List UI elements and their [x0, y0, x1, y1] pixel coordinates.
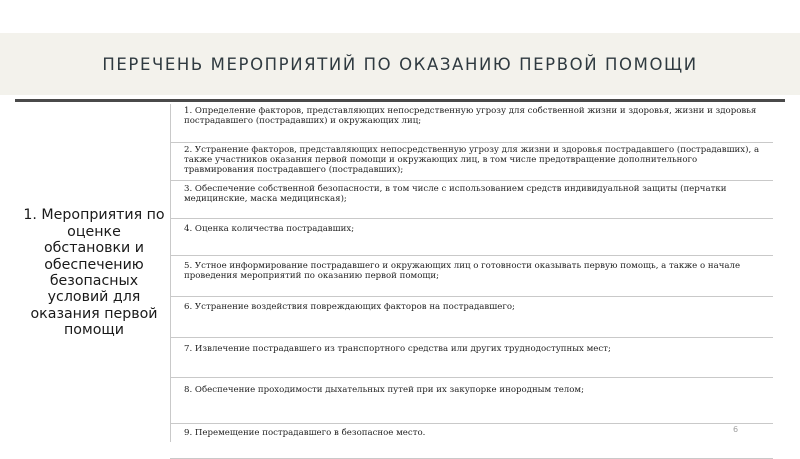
list-item [170, 143, 773, 181]
category-cell [18, 104, 171, 442]
list-item [170, 378, 773, 424]
list-item [170, 219, 773, 256]
list-item-text: 6. Устранение воздействия повреждающих факторов на пострадавшего; [184, 302, 515, 312]
header-divider [15, 99, 785, 102]
list-item-text: 9. Перемещение пострадавшего в безопасное место. [184, 428, 426, 438]
category-label: 1. Мероприятия по оценке обстановки и обеспечению безопасных условий для оказания первой помощи [23, 207, 165, 339]
list-item-text: 3. Обеспечение собственной безопасности, в том числе с использованием средств индивидуальной защиты (перчатки медицинские, маска медицинская); [184, 184, 727, 205]
list-item-text: 7. Извлечение пострадавшего из транспортного средства или других труднодоступных мест; [184, 344, 611, 354]
list-item [170, 181, 773, 219]
list-item [170, 256, 773, 297]
list-item-text: 5. Устное информирование пострадавшего и окружающих лиц о готовности оказывать первую помощь, а также о начале проведения мероприятий по оказанию первой помощи; [184, 261, 741, 282]
measures-list [170, 104, 773, 459]
list-item [170, 424, 773, 459]
list-item-text: 2. Устранение факторов, представляющих непосредственную угрозу для жизни и здоровья пострадавшего (пострадавших), а также участников оказания первой помощи и окружающих лиц, в том числе предотвращение дополнительного травмирования пострадавшего (пострадавших); [184, 145, 760, 176]
list-item-text: 8. Обеспечение проходимости дыхательных путей при их закупорке инородным телом; [184, 385, 584, 395]
list-item [170, 104, 773, 143]
list-item-text: 4. Оценка количества пострадавших; [184, 224, 355, 234]
list-item [170, 338, 773, 378]
page-number: 6 [733, 425, 739, 434]
slide-title: ПЕРЕЧЕНЬ МЕРОПРИЯТИЙ ПО ОКАЗАНИЮ ПЕРВОЙ ПОМОЩИ [102, 55, 698, 74]
list-item-text: 1. Определение факторов, представляющих непосредственную угрозу для собственной жизни и здоровья, жизни и здоровья пострадавшего (пострадавших) и окружающих лиц; [184, 106, 757, 127]
list-item [170, 297, 773, 338]
